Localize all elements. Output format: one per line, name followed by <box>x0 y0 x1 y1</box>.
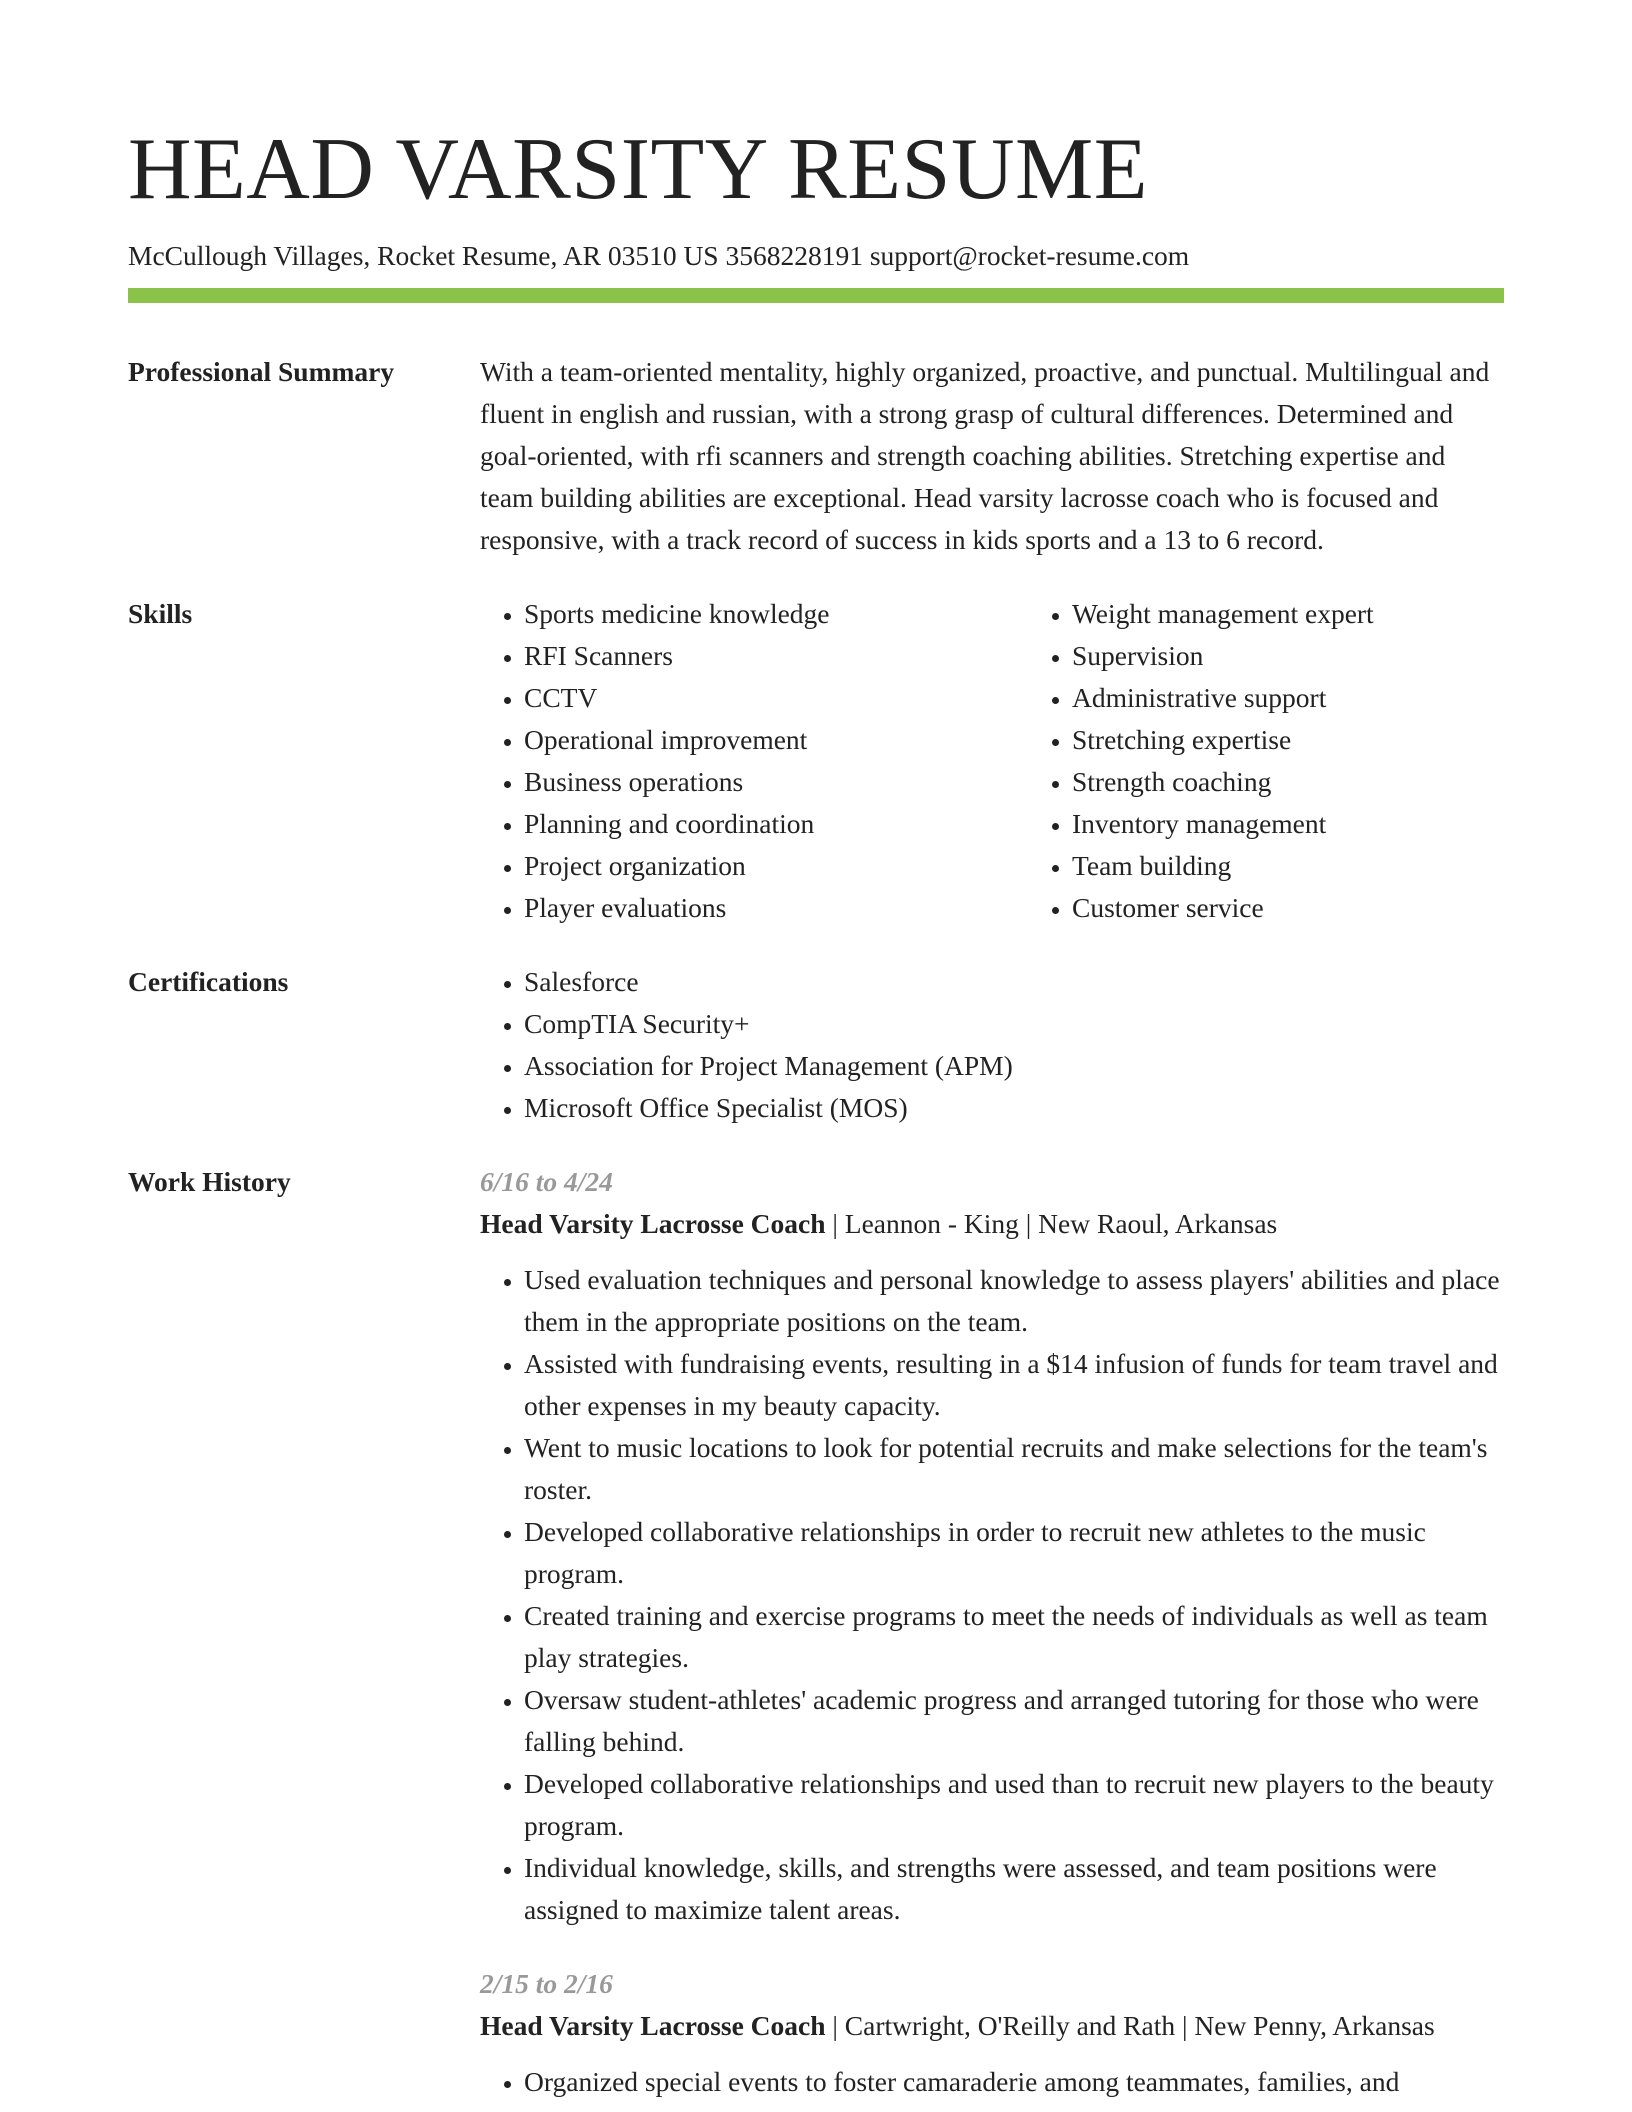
job-dates: 2/15 to 2/16 <box>480 1968 613 1999</box>
job-details: | Cartwright, O'Reilly and Rath | New Penny, Arkansas <box>825 2010 1435 2041</box>
job-bullet: • Developed collaborative relationships and used than to recruit new players to the beauty program. <box>524 1763 1504 1847</box>
header-divider <box>128 288 1504 303</box>
job-bullet: • Oversaw student-athletes' academic progress and arranged tutoring for those who were falling behind. <box>524 1679 1504 1763</box>
work-history-body <box>480 1161 1504 2103</box>
skills-column-2 <box>1028 593 1576 929</box>
certification-item: • CompTIA Security+ <box>524 1003 1504 1045</box>
section-label-skills: Skills <box>128 598 193 629</box>
address-text: McCullough Villages, Rocket Resume, AR 03510 US <box>128 240 719 271</box>
section-label-certifications: Certifications <box>128 966 289 997</box>
certification-item: • Salesforce <box>524 961 1504 1003</box>
job-bullet: • Went to music locations to look for potential recruits and make selections for the team's roster. <box>524 1427 1504 1511</box>
section-label-summary: Professional Summary <box>128 356 395 387</box>
job-title: Head Varsity Lacrosse Coach <box>480 2010 826 2041</box>
phone-text: 3568228191 <box>725 240 863 271</box>
certifications-list <box>480 961 1504 1129</box>
skill-item: • Inventory management <box>1072 803 1576 845</box>
section-label-work-history: Work History <box>128 1166 291 1197</box>
job-dates: 6/16 to 4/24 <box>480 1166 613 1197</box>
skill-item: • Player evaluations <box>524 887 1028 929</box>
skill-item: • Operational improvement <box>524 719 1028 761</box>
skills-section <box>128 593 1504 929</box>
job-bullet: • Developed collaborative relationships in order to recruit new athletes to the music program. <box>524 1511 1504 1595</box>
work-history-section <box>128 1161 1504 2103</box>
email-link[interactable]: support@rocket-resume.com <box>869 240 1190 271</box>
job-bullet: • Used evaluation techniques and personal knowledge to assess players' abilities and place them in the appropriate positions on the team. <box>524 1259 1504 1343</box>
skill-item: • Team building <box>1072 845 1576 887</box>
skill-item: • Business operations <box>524 761 1028 803</box>
job-bullet: • Organized special events to foster camaraderie among teammates, families, and <box>524 2061 1504 2103</box>
job-title: Head Varsity Lacrosse Coach <box>480 1208 826 1239</box>
job-title-line <box>480 1203 1504 1245</box>
job-details: | Leannon - King | New Raoul, Arkansas <box>825 1208 1278 1239</box>
skill-item: • Customer service <box>1072 887 1576 929</box>
certifications-section <box>128 961 1504 1129</box>
job-bullets <box>480 2061 1504 2103</box>
skill-item: • Project organization <box>524 845 1028 887</box>
certification-item: • Association for Project Management (APM) <box>524 1045 1504 1087</box>
contact-line <box>128 238 1504 274</box>
resume-page <box>128 120 1504 2103</box>
skills-column-1 <box>480 593 1028 929</box>
certifications-body <box>480 961 1504 1129</box>
summary-text: With a team-oriented mentality, highly organized, proactive, and punctual. Multilingual and fluent in english and russian, with a strong grasp of cultural differences. Determined and goal-oriented, with rfi scanners and strength coaching abilities. Stretching expertise and team building abilities are exceptional. Head varsity lacrosse coach who is focused and responsive, with a track record of success in kids sports and a 13 to 6 record. <box>480 356 1490 555</box>
resume-title: HEAD VARSITY RESUME <box>128 121 1148 218</box>
skill-item: • Weight management expert <box>1072 593 1576 635</box>
job-bullets <box>480 1259 1504 1931</box>
skill-item: • Strength coaching <box>1072 761 1576 803</box>
skill-item: • Stretching expertise <box>1072 719 1576 761</box>
job-bullet: • Assisted with fundraising events, resulting in a $14 infusion of funds for team travel and other expenses in my beauty capacity. <box>524 1343 1504 1427</box>
skill-item: • RFI Scanners <box>524 635 1028 677</box>
skill-item: • CCTV <box>524 677 1028 719</box>
certification-item: • Microsoft Office Specialist (MOS) <box>524 1087 1504 1129</box>
skills-grid <box>480 593 1576 929</box>
job-bullet: • Individual knowledge, skills, and strengths were assessed, and team positions were assigned to maximize talent areas. <box>524 1847 1504 1931</box>
skill-item: • Administrative support <box>1072 677 1576 719</box>
skill-item: • Supervision <box>1072 635 1576 677</box>
job-entry <box>480 1963 1504 2103</box>
summary-section <box>128 351 1504 561</box>
skill-item: • Sports medicine knowledge <box>524 593 1028 635</box>
job-entry <box>480 1161 1504 1931</box>
skill-item: • Planning and coordination <box>524 803 1028 845</box>
job-title-line <box>480 2005 1504 2047</box>
job-bullet: • Created training and exercise programs to meet the needs of individuals as well as team play strategies. <box>524 1595 1504 1679</box>
